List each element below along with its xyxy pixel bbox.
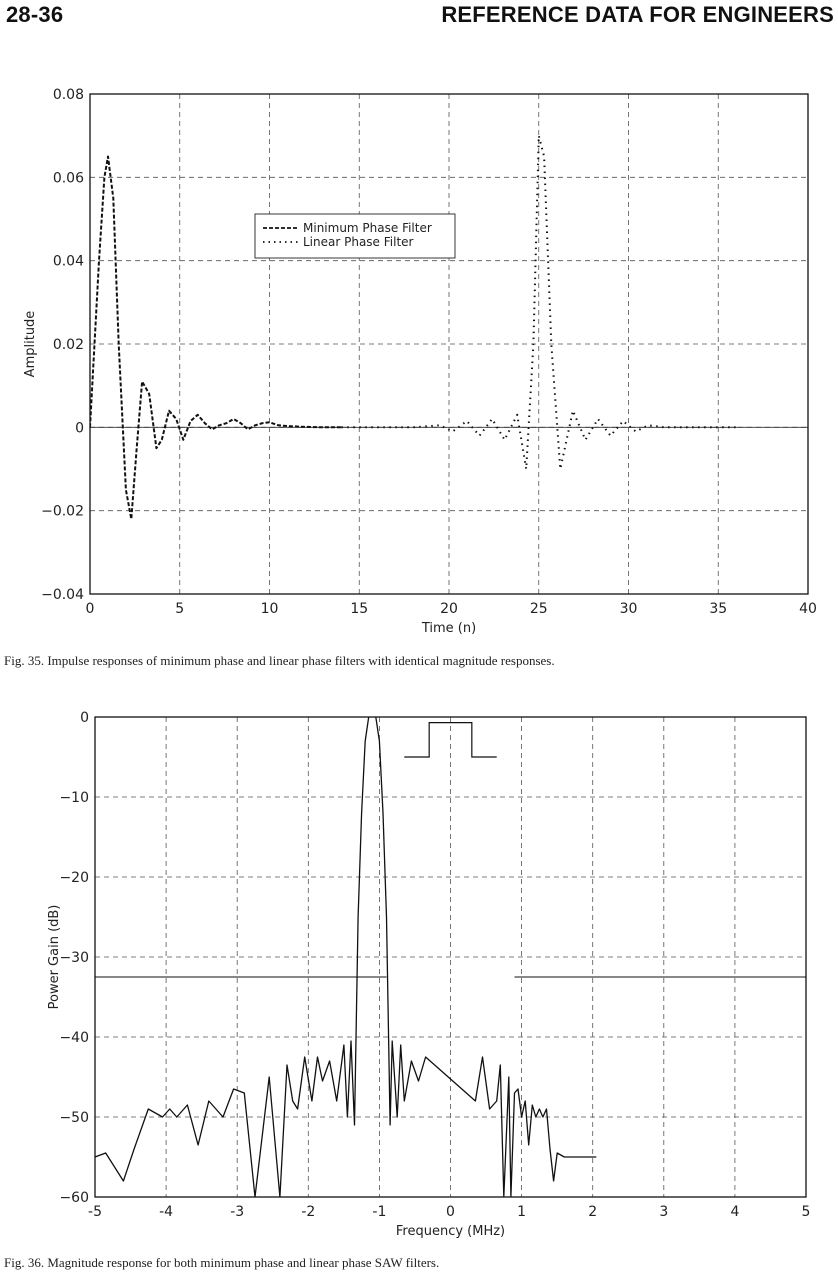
x-tick-label: -4 <box>159 1204 174 1220</box>
y-axis-label: Power Gain (dB) <box>47 904 62 1010</box>
legend-label: Minimum Phase Filter <box>303 221 432 235</box>
y-tick-label: −40 <box>59 1030 89 1046</box>
x-tick-label: 3 <box>659 1204 669 1220</box>
x-tick-label: 2 <box>588 1204 598 1220</box>
x-tick-label: 0 <box>446 1204 455 1220</box>
y-tick-label: −10 <box>59 790 89 806</box>
x-tick-label: 5 <box>801 1204 811 1220</box>
x-axis-label: Time (n) <box>421 621 477 636</box>
x-tick-label: -2 <box>301 1204 316 1220</box>
y-tick-label: −60 <box>59 1190 89 1206</box>
series-line <box>95 713 596 1197</box>
x-tick-label: 30 <box>619 601 638 617</box>
y-tick-label: 0 <box>75 420 84 437</box>
x-axis-label: Frequency (MHz) <box>395 1224 506 1239</box>
running-title: REFERENCE DATA FOR ENGINEERS <box>441 2 834 27</box>
x-tick-label: 0 <box>85 601 95 617</box>
x-tick-label: -3 <box>230 1204 245 1220</box>
x-tick-label: 20 <box>440 601 458 617</box>
figure-36-caption: Fig. 36. Magnitude response for both minimum phase and linear phase SAW filters. <box>4 1255 440 1270</box>
x-tick-label: 5 <box>175 601 185 617</box>
y-tick-label: 0.06 <box>52 170 84 187</box>
figure-35-caption: Fig. 35. Impulse responses of minimum phase and linear phase filters with identical magnitude responses. <box>4 653 555 668</box>
x-tick-label: -5 <box>88 1204 102 1220</box>
x-tick-label: 1 <box>517 1204 527 1220</box>
y-axis-label: Amplitude <box>23 310 38 378</box>
x-tick-label: 10 <box>260 601 279 617</box>
y-tick-label: 0.02 <box>52 337 84 353</box>
page-number: 28-36 <box>6 2 64 27</box>
y-tick-label: −50 <box>59 1110 89 1126</box>
legend-label: Linear Phase Filter <box>303 235 414 249</box>
x-tick-label: 35 <box>709 601 728 617</box>
y-tick-label: −20 <box>59 870 89 886</box>
x-tick-label: -1 <box>372 1204 387 1220</box>
y-tick-label: 0.08 <box>52 87 84 103</box>
y-tick-label: 0.04 <box>52 253 84 270</box>
y-tick-label: −0.02 <box>41 503 84 520</box>
x-tick-label: 25 <box>529 601 548 617</box>
y-tick-label: 0 <box>80 710 89 726</box>
y-tick-label: −30 <box>59 950 89 966</box>
x-tick-label: 40 <box>799 601 817 617</box>
x-tick-label: 4 <box>730 1204 740 1220</box>
x-tick-label: 15 <box>350 601 369 617</box>
y-tick-label: −0.04 <box>41 587 84 603</box>
